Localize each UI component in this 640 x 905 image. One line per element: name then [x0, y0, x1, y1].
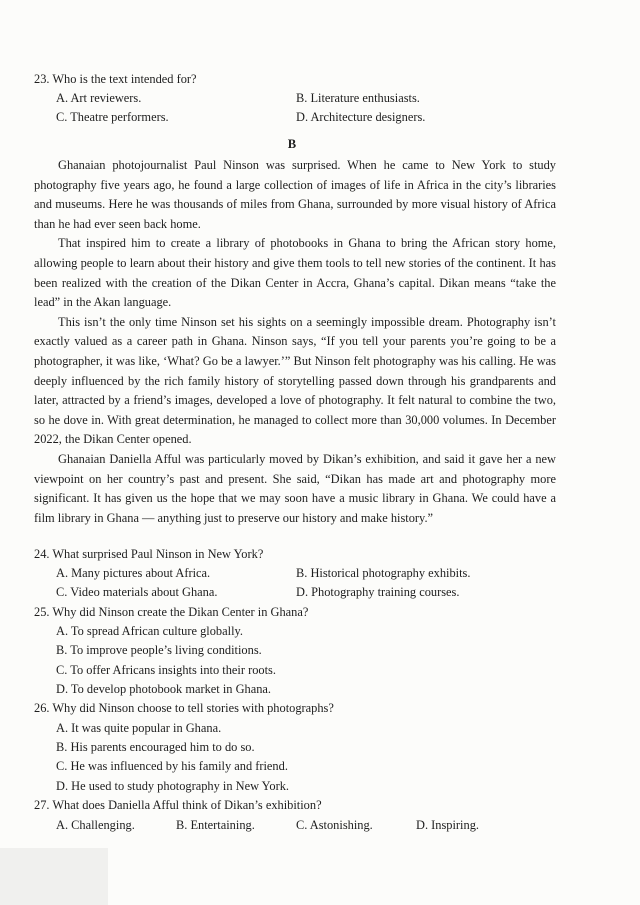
q26-option-a: A. It was quite popular in Ghana. [56, 721, 222, 735]
passage-paragraph: Ghanaian photojournalist Paul Ninson was surprised. When he came to New York to study photography five years ago, he found a large collection of images of life in Africa in the city’s libraries and museums. Here he was thousands of miles from Ghana, surrounded by more visual history of Africa than he had ever seen back home. [34, 158, 556, 231]
q24-option-b: B. Historical photography exhibits. [296, 566, 471, 580]
q24-option-c: C. Video materials about Ghana. [56, 585, 218, 599]
q26-option-b: B. His parents encouraged him to do so. [56, 740, 255, 754]
q27-option-a: A. Challenging. [56, 818, 135, 832]
question-27: 27. What does Daniella Afful think of Dikan’s exhibition? [34, 798, 322, 812]
passage-paragraph: This isn’t the only time Ninson set his sights on a seemingly impossible dream. Photography isn’t exactly valued as a career path in Ghana. Ninson says, “If you tell your parents you’re going to be a photographer, it was like, ‘What? Go be a lawyer.’” But Ninson felt photography was his calling. He was deeply influenced by the rich family history of storytelling passed down through his grandparents and later, attracted by a friend’s images, developed a love of photography. It felt natural to combine the two, so he dove in. With great determination, he managed to collect more than 30,000 volumes. In December 2022, the Dikan Center opened. [34, 314, 556, 447]
reading-passage [34, 156, 556, 528]
q27-option-d: D. Inspiring. [416, 818, 479, 832]
q23-option-d: D. Architecture designers. [296, 110, 426, 124]
q26-option-d: D. He used to study photography in New York. [56, 779, 290, 793]
question-23: 23. Who is the text intended for? [34, 72, 197, 86]
q27-option-c: C. Astonishing. [296, 818, 373, 832]
passage-paragraph: Ghanaian Daniella Afful was particularly moved by Dikan’s exhibition, and said it gave her a new viewpoint on her country’s past and present. She said, “Dikan has made art and photography more significant. It has given us the hope that we may soon have a music library in Ghana. We could have a film library in Ghana — anything just to preserve our history and make history.” [34, 451, 556, 525]
q26-option-c: C. He was influenced by his family and friend. [56, 759, 288, 773]
scan-shadow [0, 848, 108, 905]
question-26: 26. Why did Ninson choose to tell stories with photographs? [34, 701, 334, 715]
section-label: B [287, 137, 297, 151]
question-25: 25. Why did Ninson create the Dikan Center in Ghana? [34, 605, 309, 619]
q25-option-b: B. To improve people’s living conditions. [56, 643, 262, 657]
q23-option-b: B. Literature enthusiasts. [296, 91, 420, 105]
q24-option-d: D. Photography training courses. [296, 585, 460, 599]
q25-option-d: D. To develop photobook market in Ghana. [56, 682, 272, 696]
q25-option-a: A. To spread African culture globally. [56, 624, 244, 638]
q25-option-c: C. To offer Africans insights into their roots. [56, 663, 276, 677]
q23-option-c: C. Theatre performers. [56, 110, 169, 124]
question-24: 24. What surprised Paul Ninson in New York? [34, 547, 264, 561]
passage-paragraph: That inspired him to create a library of photobooks in Ghana to bring the African story home, allowing people to learn about their history and give them tools to tell new stories of the continent. It has been realized with the creation of the Dikan Center in Accra, Ghana’s capital. Dikan means “take the lead” in the Akan language. [34, 236, 556, 310]
q23-option-a: A. Art reviewers. [56, 91, 142, 105]
q27-option-b: B. Entertaining. [176, 818, 255, 832]
q24-option-a: A. Many pictures about Africa. [56, 566, 211, 580]
